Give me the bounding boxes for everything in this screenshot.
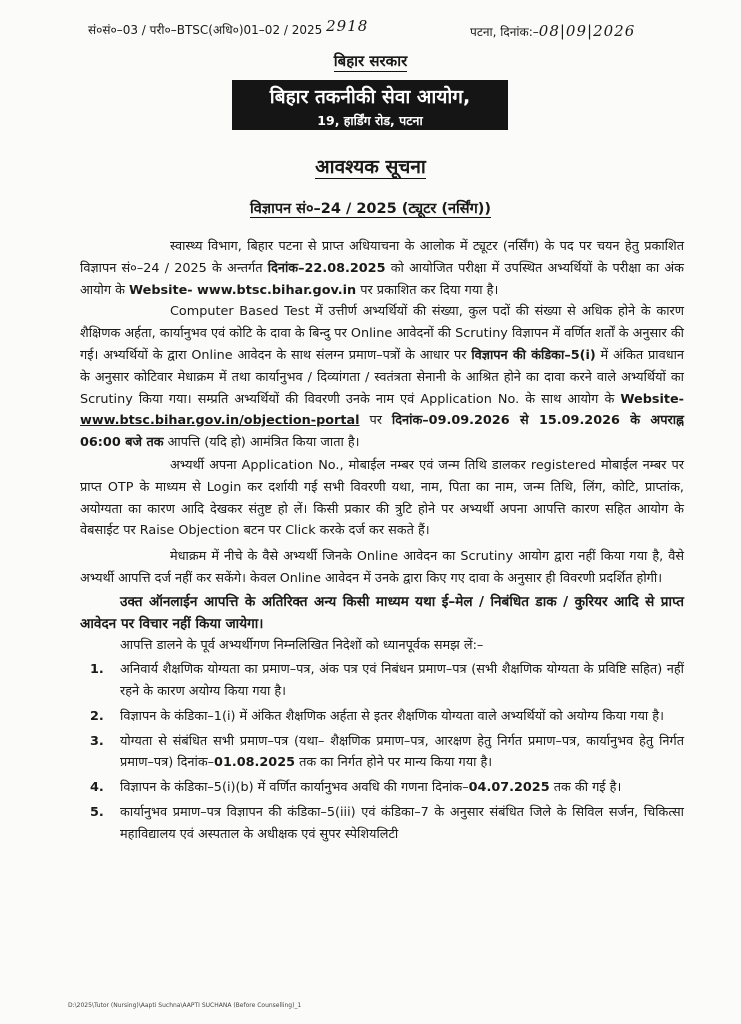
instruction-list bbox=[80, 659, 684, 845]
paragraph-2: Computer Based Test में उत्तीर्ण अभ्यर्थियों की संख्या, कुल पदों की संख्या से अधिक होने के कारण शैक्षिणक अर्हता, कार्यानुभव एवं कोटि के दावा के बिन्दु पर Online आवेदनों की Scrutiny विज्ञापन में वर्णित शर्तों के अनुसार की गई। अभ्यर्थियों के द्वारा Online आवेदन के साथ संलग्न प्रमाण–पत्रों के आधार पर विज्ञापन की कंडिका–5(i) में अंकित प्रावधान के अनुसार कोटिवार मेधाक्रम में तथा कार्यानुभव / दिव्यांगता / स्वतंत्रता सेनानी के आश्रित होने का दावा करने वाले अभ्यर्थियों का Scrutiny किया गया। सम्प्रति अभ्यर्थियों की विवरणी उनके नाम एवं Application No. के साथ आयोग के Website- www.btsc.bihar.gov.in/objection-portal पर दिनांक–09.09.2026 से 15.09.2026 के अपराह्न 06:00 बजे तक आपत्ति (यदि हो) आमंत्रित किया जाता है। bbox=[80, 304, 684, 451]
paragraph-6: आपत्ति डालने के पूर्व अभ्यर्थीगण निम्नलिखित निदेशों को ध्यानपूर्वक समझ लें:– bbox=[120, 638, 484, 654]
objection-portal-link[interactable]: www.btsc.bihar.gov.in/objection-portal bbox=[80, 413, 360, 429]
website-text: Website- www.btsc.bihar.gov.in bbox=[128, 282, 357, 298]
list-item: 4. विज्ञापन के कंडिका–5(i)(b) में वर्णित कार्यानुभव अवधि की गणना दिनांक–04.07.2025 तक की गई है। bbox=[90, 780, 622, 796]
handwritten-ref-number: 2918 bbox=[326, 17, 369, 35]
notice-body bbox=[80, 236, 684, 849]
advertisement-title: विज्ञापन सं०–24 / 2025 (ट्यूटर (नर्सिंग)) bbox=[249, 201, 492, 217]
list-item: 5. कार्यानुभव प्रमाण–पत्र विज्ञापन की कंडिका–5(iii) एवं कंडिका–7 के अनुसार संबंधित जिले के सिविल सर्जन, चिकित्सा महाविद्यालय एवं अस्पताल के अधीक्षक एवं सुपर स्पेशियलिटी bbox=[90, 804, 684, 842]
commission-banner bbox=[232, 80, 508, 130]
commission-name: बिहार तकनीकी सेवा आयोग, bbox=[269, 86, 471, 108]
objection-period: दिनांक–09.09.2026 से 15.09.2026 के अपराह्न 06:00 बजे तक bbox=[80, 413, 684, 451]
list-item: 1. अनिवार्य शैक्षणिक योग्यता का प्रमाण–पत्र, अंक पत्र एवं निबंधन प्रमाण–पत्र (सभी शैक्षणिक योग्यता के प्रविष्टि सहित) नहीं रहने के कारण अयोग्य किया गया है। bbox=[90, 662, 684, 699]
list-item: 2. विज्ञापन के कंडिका–1(i) में अंकित शैक्षणिक अर्हता से इतर शैक्षणिक योग्यता वाले अभ्यर्थियों को अयोग्य किया गया है। bbox=[90, 708, 664, 724]
paragraph-4: मेधाक्रम में नीचे के वैसे अभ्यर्थी जिनके Online आवेदन का Scrutiny आयोग द्वारा नहीं किया गया है, वैसे अभ्यर्थी आपत्ति दर्ज नहीं कर सकेंगे। केवल Online आवेदन में उनके द्वारा किए गए दावा के अनुसार ही विवरणी प्रदर्शित होगी। bbox=[80, 549, 684, 586]
reference-prefix: सं०सं०–03 / परी०–BTSC(अधि०)01–02 / 2025 bbox=[88, 23, 327, 37]
place-date-label: पटना, दिनांक:– bbox=[470, 25, 539, 39]
paragraph-3: अभ्यर्थी अपना Application No., मोबाईल नम्बर एवं जन्म तिथि डालकर registered मोबाईल नम्बर पर प्राप्त OTP के माध्यम से Login कर दर्शायी गई सभी विवरणी यथा, नाम, पिता का नाम, जन्म तिथि, लिंग, कोटि, प्राप्तांक, अयोग्यता का कारण आदि देखकर संतुष्ट हो लें। किसी प्रकार की त्रुटि होने पर अभ्यर्थी अपना आपत्ति कारण सहित आयोग के वेबसाईट पर Raise Objection बटन पर Click करके दर्ज कर सकते हैं। bbox=[80, 457, 684, 539]
notice-title: आवश्यक सूचना bbox=[315, 156, 426, 178]
place-date bbox=[470, 22, 635, 40]
commission-address: 19, हार्डिंग रोड, पटना bbox=[317, 113, 423, 128]
paragraph-1: स्वास्थ्य विभाग, बिहार पटना से प्राप्त अधियाचना के आलोक में ट्यूटर (नर्सिंग) के पद पर चयन हेतु प्रकाशित विज्ञापन सं०–24 / 2025 के अन्तर्गत दिनांक–22.08.2025 को आयोजित परीक्षा में उपस्थित अभ्यर्थियों के परीक्षा का अंक आयोग के Website- www.btsc.bihar.gov.in पर प्रकाशित कर दिया गया है। bbox=[80, 239, 684, 298]
paragraph-5: उक्त ऑनलाईन आपत्ति के अतिरिक्त अन्य किसी माध्यम यथा ई–मेल / निबंधित डाक / कुरियर आदि से प्राप्त आवेदन पर विचार नहीं किया जायेगा। bbox=[80, 593, 684, 632]
reference-number bbox=[88, 17, 369, 38]
file-path-footer: D:\2025\Tutor (Nursing)\Aapti Suchna\AAPTI SUCHANA (Before Counselling)_1 bbox=[68, 1002, 302, 1009]
list-item: 3. योग्यता से संबंधित सभी प्रमाण–पत्र (यथा– शैक्षणिक प्रमाण–पत्र, आरक्षण हेतु निर्गत प्रमाण–पत्र, कार्यानुभव हेतु निर्गत प्रमाण–पत्र) दिनांक–01.08.2025 तक का निर्गत होने पर मान्य किया गया है। bbox=[90, 733, 684, 771]
handwritten-date: 08|09|2026 bbox=[538, 22, 636, 40]
government-heading: बिहार सरकार bbox=[333, 52, 408, 70]
